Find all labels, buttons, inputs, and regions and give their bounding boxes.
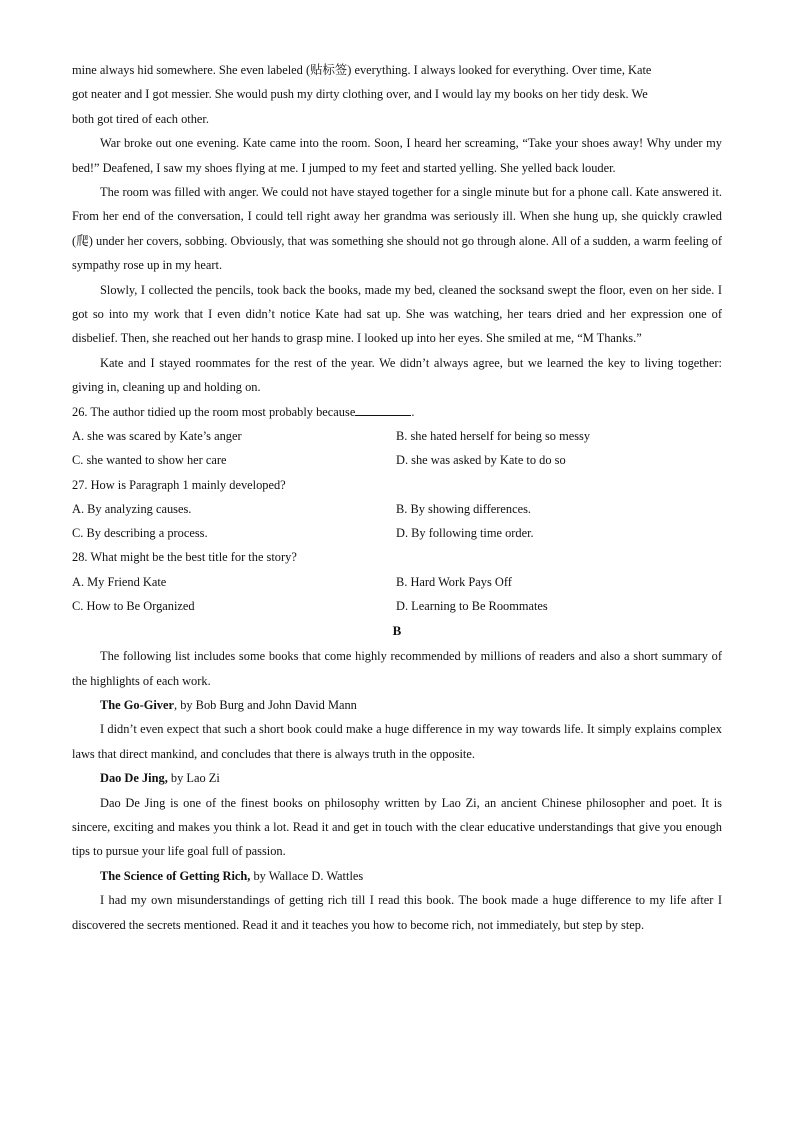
section-heading-b: B xyxy=(392,623,402,639)
question-28 xyxy=(72,545,722,618)
option-c: C. How to Be Organized xyxy=(72,598,195,613)
passage-line: both got tired of each other. xyxy=(72,111,209,126)
section-b-intro: The following list includes some books that come highly recommended by millions of readers and also a short summary of the highlights of each work. xyxy=(72,649,722,688)
option-a: A. she was scared by Kate’s anger xyxy=(72,429,242,444)
option-b: B. By showing differences. xyxy=(396,501,532,516)
book-review: I had my own misunderstandings of getting rich till I read this book. The book made a huge difference to my life after I discovered the secrets mentioned. Read it and it teaches you how to become rich, not immediately, but step by step. xyxy=(72,893,722,932)
option-c: C. she wanted to show her care xyxy=(72,453,227,468)
question-stem: 28. What might be the best title for the story? xyxy=(72,550,297,565)
option-c: C. By describing a process. xyxy=(72,526,208,541)
passage-paragraph-ending: Kate and I stayed roommates for the rest of the year. We didn’t always agree, but we learned the key to living together: giving in, cleaning up and holding on. xyxy=(72,355,722,395)
option-b: B. Hard Work Pays Off xyxy=(396,574,512,589)
book-byline: , by Bob Burg and John David Mann xyxy=(174,697,357,712)
option-d: D. Learning to Be Roommates xyxy=(396,598,548,613)
option-a: A. By analyzing causes. xyxy=(72,501,192,516)
book-review: Dao De Jing is one of the finest books on philosophy written by Lao Zi, an ancient Chinese philosopher and poet. It is sincere, exciting and makes you think a lot. Read it and get in touch with the clear educative understandings that give you enough tips to pursue your life goal full of passion. xyxy=(72,795,722,859)
option-d: D. By following time order. xyxy=(396,526,534,541)
book-title: The Science of Getting Rich, xyxy=(100,868,251,883)
passage-paragraph-phone-call: The room was filled with anger. We could not have stayed together for a single minute but for a phone call. Kate answered it. From her end of the conversation, I could tell right away her grandma was seriously ill. When she hung up, she quickly crawled (爬) under her covers, sobbing. Obviously, that was something she should not go through alone. All of a sudden, a warm feeling of sympathy rose up in my heart. xyxy=(72,185,722,273)
book-title: Dao De Jing, xyxy=(100,771,168,786)
passage-paragraph-cleaning: Slowly, I collected the pencils, took back the books, made my bed, cleaned the socksand swept the floor, even on her side. I got so into my work that I even didn’t notice Kate had sat up. She was watching, her tears dried and her expression one of disbelief. Then, she reached out her hands to grasp mine. I looked up into her eyes. She smiled at me, “M Thanks.” xyxy=(72,282,722,346)
question-26 xyxy=(72,400,722,473)
book-byline: by Wallace D. Wattles xyxy=(250,868,364,883)
document-page xyxy=(72,58,722,937)
answer-blank xyxy=(355,403,411,416)
book-title-line xyxy=(72,864,722,888)
option-d: D. she was asked by Kate to do so xyxy=(396,453,566,468)
passage-paragraph-war: War broke out one evening. Kate came into the room. Soon, I heard her screaming, “Take your shoes away! Why under my bed!” Deafened, I saw my shoes flying at me. I jumped to my feet and started yelling. She yelled back louder. xyxy=(72,136,722,175)
question-stem: 27. How is Paragraph 1 mainly developed? xyxy=(72,477,286,492)
book-title: The Go-Giver xyxy=(100,697,174,712)
question-stem: 26. The author tidied up the room most probably because . xyxy=(72,404,415,419)
question-27 xyxy=(72,473,722,546)
passage-line: mine always hid somewhere. She even labeled (贴标签) everything. I always looked for everything. Over time, Kate xyxy=(72,63,652,77)
option-b: B. she hated herself for being so messy xyxy=(396,429,591,444)
option-a: A. My Friend Kate xyxy=(72,574,167,589)
book-review: I didn’t even expect that such a short book could make a huge difference in my way towards life. It simply explains complex laws that direct mankind, and concludes that there is always truth in the opposite. xyxy=(72,722,722,761)
book-title-line xyxy=(72,766,722,790)
book-title-line xyxy=(72,693,722,717)
passage-line: got neater and I got messier. She would push my dirty clothing over, and I would lay my books on her tidy desk. We xyxy=(72,87,648,102)
book-byline: by Lao Zi xyxy=(167,771,220,786)
